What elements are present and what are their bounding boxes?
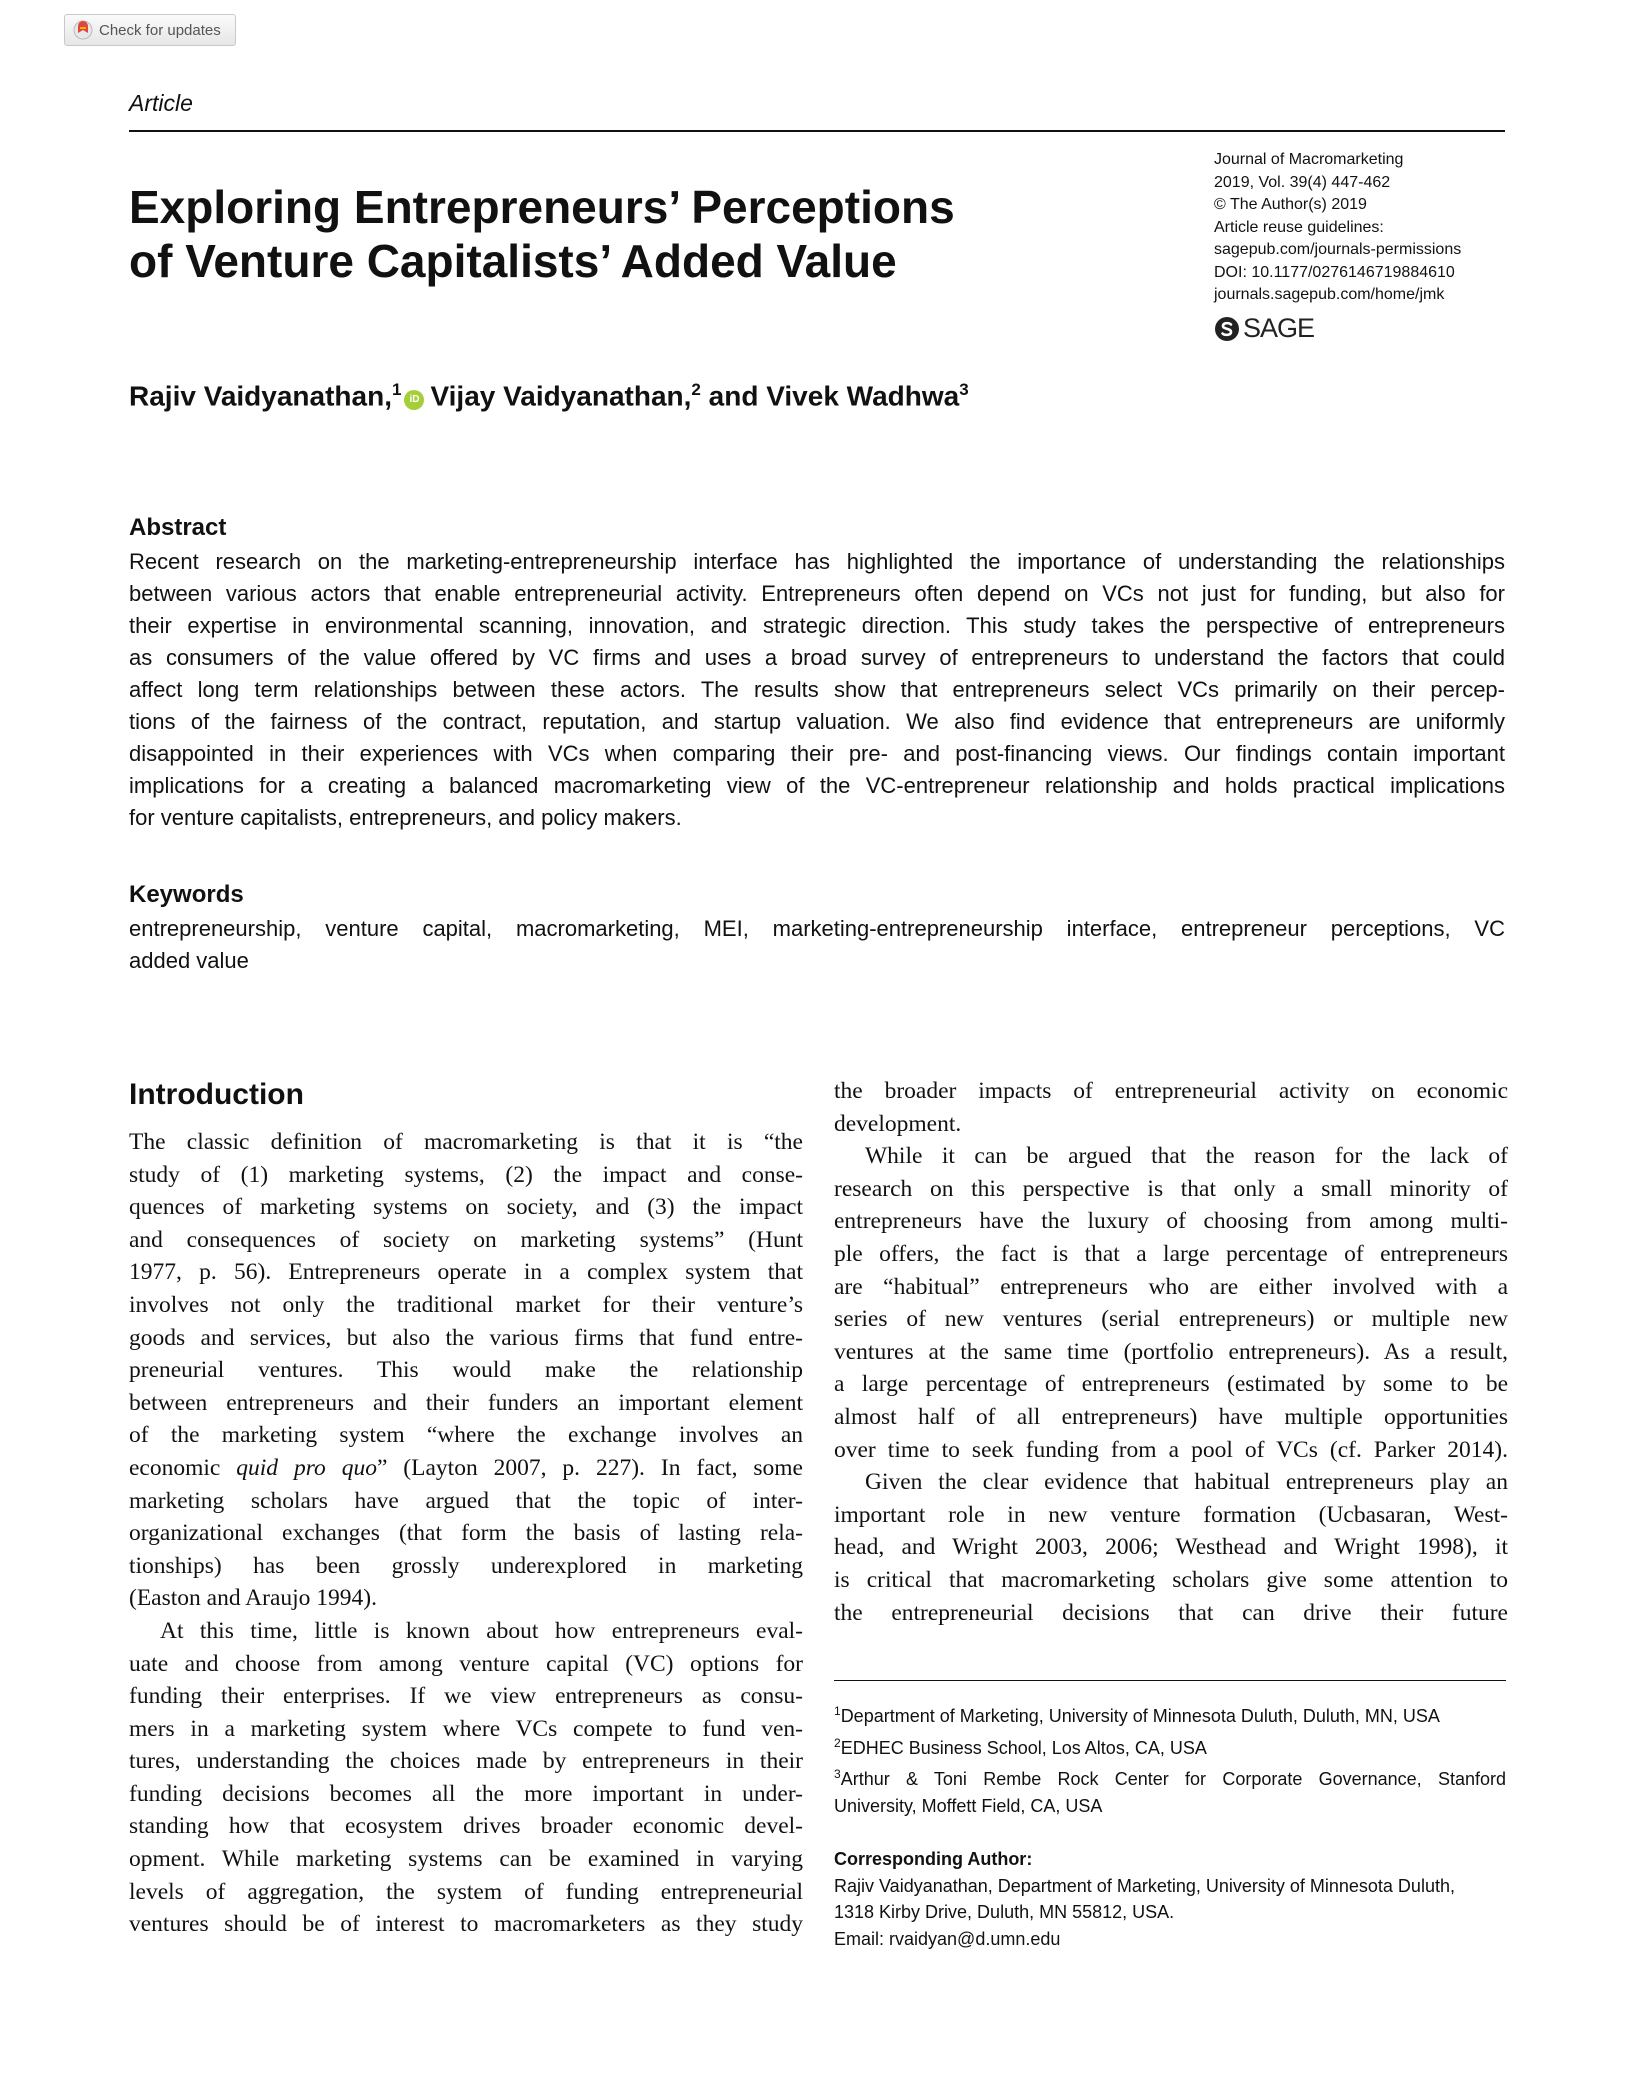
author-name: Vijay Vaidyanathan, <box>430 380 692 412</box>
author-affiliation-marker: 2 <box>691 380 701 399</box>
affiliation-marker: 1 <box>834 1704 841 1718</box>
introduction-left-column <box>129 1126 803 1941</box>
corresponding-author-label: Corresponding Author: <box>834 1849 1033 1869</box>
journal-name: Journal of Macromarketing <box>1214 151 1404 168</box>
italic-phrase: quid pro quo <box>236 1454 377 1481</box>
body-line: levels of aggregation, the system of funding entrepreneurial <box>129 1878 803 1905</box>
body-line: tures, understanding the choices made by entrepreneurs in their <box>129 1748 803 1775</box>
abstract-line: for venture capitalists, entrepreneurs, and policy makers. <box>129 805 682 830</box>
affiliation-marker: 2 <box>834 1735 841 1750</box>
body-line: While it can be argued that the reason for the lack of <box>865 1143 1508 1170</box>
article-title <box>129 180 1029 288</box>
body-line: organizational exchanges (that form the basis of lasting rela- <box>129 1520 803 1547</box>
affiliation-marker: 3 <box>834 1767 841 1781</box>
body-line: between entrepreneurs and their funders an important element <box>129 1389 803 1416</box>
body-line: are “habitual” entrepreneurs who are either involved with a <box>834 1273 1508 1300</box>
keywords-line: entrepreneurship, venture capital, macromarketing, MEI, marketing-entrepreneurship interface, entrepreneur perceptions, VC <box>129 916 1505 941</box>
sage-logo <box>1214 313 1514 345</box>
body-line: The classic definition of macromarketing is that it is “the <box>129 1129 803 1155</box>
title-line: of Venture Capitalists’ Added Value <box>129 235 897 287</box>
doi-link[interactable]: DOI: 10.1177/0276146719884610 <box>1214 263 1455 281</box>
body-line: marketing scholars have argued that the topic of inter- <box>129 1487 803 1514</box>
body-line: is critical that macromarketing scholars give some attention to <box>834 1566 1508 1593</box>
keywords-line: added value <box>129 948 249 973</box>
body-line: ple offers, the fact is that a large percentage of entrepreneurs <box>834 1240 1508 1267</box>
abstract-line: Recent research on the marketing-entrepreneurship interface has highlighted the importance of understanding the relationships <box>129 549 1505 574</box>
author-name: Rajiv Vaidyanathan, <box>129 380 392 412</box>
body-line: (Easton and Araujo 1994). <box>129 1585 378 1612</box>
body-line: mers in a marketing system where VCs compete to fund ven- <box>129 1715 803 1742</box>
author-affiliation-marker: 1 <box>392 380 402 399</box>
affiliation-footnote <box>834 1698 1506 1730</box>
body-line: uate and choose from among venture capital (VC) options for <box>129 1650 803 1677</box>
abstract-line: their expertise in environmental scanning, innovation, and strategic direction. This study takes the perspective of entrepreneurs <box>129 613 1505 638</box>
affiliation-text: Arthur & Toni Rembe Rock Center for Corporate Governance, Stanford <box>840 1769 1506 1789</box>
corresponding-author-line: Rajiv Vaidyanathan, Department of Marketing, University of Minnesota Duluth, <box>834 1875 1455 1896</box>
author-affiliation-marker: 3 <box>959 380 969 399</box>
citation-text: ” (Layton 2007, p. 227). In fact, some <box>376 1454 803 1481</box>
header-rule <box>129 130 1505 132</box>
body-line: preneurial ventures. This would make the relationship <box>129 1357 803 1384</box>
journal-copyright: © The Author(s) 2019 <box>1214 196 1367 213</box>
crossmark-icon <box>73 20 93 40</box>
body-line: tionships) has been grossly underexplored in marketing <box>129 1552 803 1579</box>
body-line: standing how that ecosystem drives broader economic devel- <box>129 1813 803 1840</box>
body-line: head, and Wright 2003, 2006; Westhead and Wright 1998), it <box>834 1534 1508 1561</box>
body-line: of the marketing system “where the exchange involves an <box>129 1422 803 1449</box>
introduction-heading: Introduction <box>129 1078 304 1111</box>
abstract-heading: Abstract <box>129 514 227 541</box>
body-line: important role in new venture formation (Ucbasaran, West- <box>834 1501 1508 1528</box>
author-list <box>129 380 969 412</box>
body-line: funding decisions becomes all the more important in under- <box>129 1780 803 1807</box>
abstract-line: affect long term relationships between these actors. The results show that entrepreneurs select VCs primarily on their percep- <box>129 677 1505 702</box>
body-line: almost half of all entrepreneurs) have multiple opportunities <box>834 1403 1508 1430</box>
journal-volume: 2019, Vol. 39(4) 447-462 <box>1214 173 1391 191</box>
check-for-updates-label: Check for updates <box>99 21 221 39</box>
body-line: research on this perspective is that only a small minority of <box>834 1175 1508 1202</box>
body-line: over time to seek funding from a pool of VCs (cf. Parker 2014). <box>834 1436 1508 1463</box>
body-line: opment. While marketing systems can be examined in varying <box>129 1846 803 1873</box>
reuse-guidelines: Article reuse guidelines: <box>1214 218 1384 236</box>
orcid-icon[interactable]: iD <box>404 390 424 410</box>
abstract-line: as consumers of the value offered by VC firms and uses a broad survey of entrepreneurs to understand the factors that could <box>129 645 1505 670</box>
body-line: and consequences of society on marketing systems” (Hunt <box>129 1226 803 1253</box>
keywords-text <box>129 913 1505 977</box>
body-line: entrepreneurs have the luxury of choosing from among multi- <box>834 1208 1508 1235</box>
body-line: ventures at the same time (portfolio entrepreneurs). As a result, <box>834 1338 1508 1365</box>
check-for-updates-button[interactable] <box>64 14 236 46</box>
introduction-right-column <box>834 1075 1508 1629</box>
body-line: Given the clear evidence that habitual entrepreneurs play an <box>865 1469 1508 1496</box>
body-line: quences of marketing systems on society, and (3) the impact <box>129 1194 803 1221</box>
abstract-line: implications for a creating a balanced macromarketing view of the VC-entrepreneur relationship and holds practical implications <box>129 773 1505 798</box>
body-line: a large percentage of entrepreneurs (estimated by some to be <box>834 1371 1508 1398</box>
body-line: goods and services, but also the various firms that fund entre- <box>129 1324 803 1351</box>
sage-mark-icon <box>1214 316 1240 342</box>
body-line <box>129 1452 803 1485</box>
abstract-line: tions of the fairness of the contract, reputation, and startup valuation. We also find evidence that entrepreneurs are uniformly <box>129 709 1505 734</box>
affiliation-text: EDHEC Business School, Los Altos, CA, USA <box>840 1737 1207 1758</box>
corresponding-author-email[interactable]: Email: rvaidyan@d.umn.edu <box>834 1928 1061 1949</box>
corresponding-author-line: 1318 Kirby Drive, Duluth, MN 55812, USA. <box>834 1902 1175 1922</box>
body-line: the broader impacts of entrepreneurial activity on economic <box>834 1078 1508 1104</box>
affiliation-footnote <box>834 1730 1506 1762</box>
body-line: the entrepreneurial decisions that can drive their future <box>834 1599 1508 1626</box>
affiliation-text-continued: University, Moffett Field, CA, USA <box>834 1795 1103 1816</box>
body-line: ventures should be of interest to macromarketers as they study <box>129 1911 803 1938</box>
keywords-heading: Keywords <box>129 881 244 908</box>
abstract-line: between various actors that enable entrepreneurial activity. Entrepreneurs often depend on VCs not just for funding, but also for <box>129 581 1505 606</box>
citation-text: economic <box>129 1454 237 1481</box>
body-line: funding their enterprises. If we view entrepreneurs as consu- <box>129 1683 803 1710</box>
journal-info <box>1214 149 1514 345</box>
body-line: At this time, little is known about how entrepreneurs eval- <box>160 1617 803 1644</box>
body-line: development. <box>834 1110 962 1137</box>
journal-homepage-link[interactable]: journals.sagepub.com/home/jmk <box>1214 286 1445 303</box>
article-type-label: Article <box>129 90 193 116</box>
affiliation-text: Department of Marketing, University of Minnesota Duluth, Duluth, MN, USA <box>840 1706 1440 1726</box>
author-name: and Vivek Wadhwa <box>708 380 960 412</box>
title-line: Exploring Entrepreneurs’ Perceptions <box>129 181 955 233</box>
body-line: series of new ventures (serial entrepreneurs) or multiple new <box>834 1306 1508 1333</box>
body-line: 1977, p. 56). Entrepreneurs operate in a complex system that <box>129 1259 803 1286</box>
footnotes <box>834 1698 1506 1952</box>
affiliation-footnote <box>834 1761 1506 1793</box>
abstract-text <box>129 546 1505 834</box>
permissions-link[interactable]: sagepub.com/journals-permissions <box>1214 241 1462 258</box>
abstract-line: disappointed in their experiences with VCs when comparing their pre- and post-financing views. Our findings contain important <box>129 741 1505 766</box>
sage-wordmark: SAGE <box>1243 313 1315 344</box>
footnote-rule <box>834 1680 1506 1681</box>
body-line: study of (1) marketing systems, (2) the impact and conse- <box>129 1161 803 1188</box>
body-line: involves not only the traditional market for their venture’s <box>129 1291 803 1318</box>
